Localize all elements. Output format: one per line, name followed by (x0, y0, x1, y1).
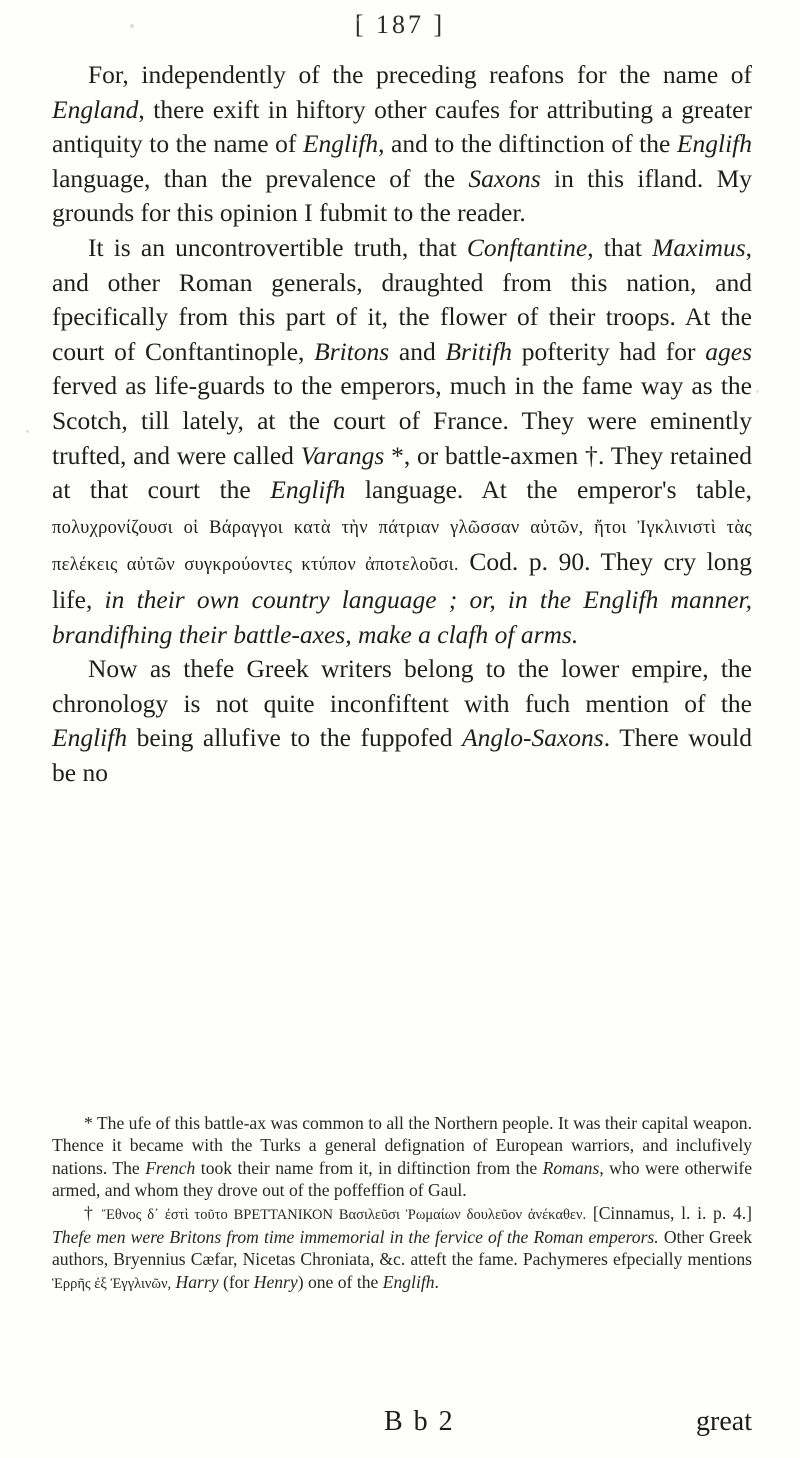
paper-spot (26, 430, 29, 433)
text-run: and (389, 336, 446, 366)
paper-spot (130, 24, 134, 28)
italic-term: Anglo-Saxons (462, 723, 604, 753)
paragraph-1 (52, 58, 752, 231)
italic-term: Saxons (468, 163, 541, 193)
signature-mark: B b 2 (384, 1406, 455, 1437)
text-run: . There would be no (52, 723, 752, 787)
page-footer (52, 1406, 752, 1446)
text-run: took their name from it, in diftinction from the (195, 1157, 543, 1178)
text-run: They cry long life, (52, 547, 752, 614)
text-run: , and to the diftinction of the (378, 129, 677, 159)
text-run: pofterity had for (512, 336, 706, 366)
text-run: being allufive to the fuppofed (127, 723, 463, 753)
italic-term: Varangs (300, 440, 385, 470)
catchword: great (696, 1406, 752, 1437)
paragraph-3 (52, 652, 752, 790)
text-run: in this ifland. My grounds for this opinion I fubmit to the reader. (52, 163, 752, 228)
text-run: *, or battle-axmen †. They retained at that court the (52, 440, 752, 505)
italic-translation: in their own country language ; or, in the Englifh manner, brandifhing their battle-axes, make a clafh of arms. (52, 584, 752, 649)
text-run: , who were otherwife armed, and whom they drove out of the poffeffion of Gaul. (52, 1157, 752, 1201)
italic-term: Englifh (270, 475, 346, 505)
page-number: [ 187 ] (354, 10, 446, 39)
paper-spot (756, 390, 759, 393)
text-run: It is an uncontrovertible truth, that (88, 232, 467, 262)
text-run: , there exift in hiftory other caufes for attributing a greater antiquity to the name of (52, 94, 752, 159)
main-text (52, 58, 752, 790)
greek-quotation: Ἔθνος δ᾽ ἐστὶ τοῦτο ΒΡΕΤΤΑΝΙΚΟΝ Βασιλεῦσι Ῥωμαίων δουλεῦον ἀνέκαθεν. (101, 1206, 587, 1223)
text-run: For, independently of the preceding reafons for the name of (88, 60, 752, 89)
italic-term: Maximus (652, 232, 746, 262)
greek-name: Ἑρρῆς ἐξ Ἐγγλινῶν, (52, 1275, 172, 1292)
text-run: * The ufe of this battle-ax was common to all the Northern people. It was their capital weapon. Thence it became with the Turks a general defignation of European warriors, and inclufively nations. The (52, 1113, 752, 1178)
text-run: . (434, 1271, 439, 1292)
text-run: (for (218, 1271, 254, 1292)
text-run: , that (587, 232, 653, 262)
footnotes (52, 1112, 752, 1295)
text-run: ) one of the (297, 1271, 383, 1292)
footnote-2 (52, 1202, 752, 1296)
paper-spot (356, 18, 359, 21)
text-run: language. At the emperor's table, (345, 475, 752, 505)
text-run: Other Greek authors, Bryennius Cæfar, Nicetas Chroniata, &c. atteft the fame. Pachymeres efpecially mentions (52, 1227, 752, 1270)
italic-term: Romans (542, 1157, 600, 1178)
greek-quotation: πολυχρονίζουσι οἱ Βάραγγοι κατὰ τὴν πάτριαν γλῶσσαν αὐτῶν, ἤτοι Ἰγκλινιστὶ τὰς πελέκεις αὐτῶν συγκρούοντες κτύπον ἀποτελοῦσι. (52, 517, 752, 576)
italic-translation: Thefe men were Britons from time immemorial in the fervice of the Roman emperors. (52, 1227, 659, 1248)
italic-term: Conftantine (466, 232, 588, 262)
italic-term: England (52, 94, 139, 124)
italic-term: Britifh (445, 336, 513, 366)
paragraph-2 (52, 231, 752, 652)
italic-term: ages (705, 336, 753, 366)
italic-term: Britons (314, 336, 390, 366)
italic-term: Harry (171, 1271, 219, 1292)
text-run: † (84, 1202, 102, 1223)
italic-term: Englifh (676, 129, 752, 159)
italic-term: French (145, 1157, 196, 1178)
text-run: Now as thefe Greek writers belong to the lower empire, the chronology is not quite inconfiftent with fuch mention of the (52, 654, 752, 718)
text-run: , and other Roman generals, draughted from this nation, and fpecifically from this part of it, the flower of their troops. At the court of Conftantinople, (52, 232, 752, 366)
citation: [Cinnamus, l. i. p. 4.] (586, 1202, 752, 1223)
italic-term: Henry (253, 1271, 298, 1292)
text-run: language, than the prevalence of the (52, 163, 469, 193)
footnote-1 (52, 1112, 752, 1202)
italic-term: Englifh (302, 129, 379, 159)
text-run: ferved as life-guards to the emperors, much in the fame way as the Scotch, till lately, at the court of France. They were eminently trufted, and were called (52, 371, 752, 470)
italic-term: Englifh (52, 723, 128, 753)
citation: Cod. p. 90. (458, 547, 591, 577)
italic-term: Englifh (382, 1271, 435, 1292)
